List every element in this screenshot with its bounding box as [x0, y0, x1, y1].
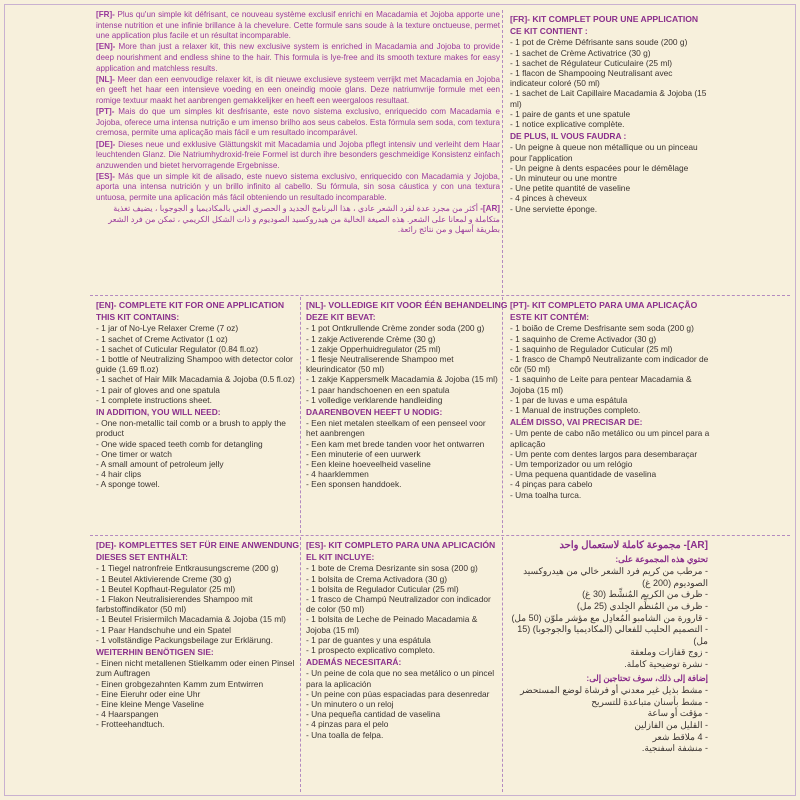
- kit-en-need-title: IN ADDITION, YOU WILL NEED:: [96, 407, 221, 418]
- list-item: - Um pente de cabo não metálico ou um pincel para a aplicação: [510, 428, 710, 449]
- list-item: - 1 saquinho de Regulador Cuticular (25 ml): [510, 343, 673, 354]
- list-item: - Een minuterie of een uurwerk: [306, 448, 421, 459]
- list-item: - 1 bottle of Neutralizing Shampoo with detector color guide (1.69 fl.oz): [96, 354, 293, 375]
- list-item: - 4 pinces à cheveux: [510, 193, 587, 204]
- list-item: - قارورة من الشامبو المُعادِل مع مؤشر ملوّن (50 مل): [511, 612, 708, 623]
- list-item: - Un peine de cola que no sea metálico o un pincel para la aplicación: [306, 668, 495, 689]
- list-item: - زوج قفازات وملعقة: [630, 647, 708, 658]
- list-item: - One non-metallic tail comb or a brush to apply the product: [96, 418, 286, 439]
- list-item: - 1 par de luvas e uma espátula: [510, 394, 628, 405]
- list-item: - A small amount of petroleum jelly: [96, 459, 224, 470]
- list-item: - 1 frasco de Champô Neutralizante com indicador de côr (50 ml): [510, 354, 709, 375]
- kit-nl-contents-title: DEZE KIT BEVAT:: [306, 312, 376, 323]
- list-item: - مرطب من كريم فرد الشعر خالي من هيدروكسيد الصوديوم (200 غ): [523, 566, 708, 588]
- list-item: - 1 Paar Handschuhe und ein Spatel: [96, 624, 232, 635]
- list-item: - 1 Beutel Aktivierende Creme (30 g): [96, 573, 232, 584]
- list-item: - 1 pair of gloves and one spatula: [96, 384, 220, 395]
- list-item: - 4 hair clips: [96, 469, 142, 480]
- list-item: - Eine kleine Menge Vaseline: [96, 699, 204, 710]
- kit-pt: [510, 300, 710, 500]
- list-item: - Un peine con púas espaciadas para desenredar: [306, 688, 490, 699]
- list-item: - Un minutero o un reloj: [306, 699, 394, 710]
- intro-es: [ES]- Más que un simple kit de alisado, este nuevo sistema exclusivo, enriquecido con Macadamia y Jojoba, aporta una intensa nutrición y un brillo infinito al cabello. Su fórmula, sin sosa cáustica y con una textura untuosa, permite una aplicación más fácil obteniendo un resultado incomparable.: [96, 171, 501, 203]
- list-item: - نشرة توضيحية كاملة.: [624, 658, 708, 669]
- kit-nl-need-title: DAARENBOVEN HEEFT U NODIG:: [306, 407, 443, 418]
- intro-text: [96, 10, 500, 237]
- kit-ar: [508, 540, 708, 755]
- kit-ar-need-list: [508, 685, 708, 755]
- list-item: - مؤقت أو ساعة: [647, 708, 708, 719]
- kit-fr-contents-title: CE KIT CONTIENT :: [510, 26, 588, 37]
- divider: [90, 535, 790, 536]
- kit-en: [96, 300, 296, 490]
- kit-en-heading: [EN]- COMPLETE KIT FOR ONE APPLICATION: [96, 300, 285, 310]
- kit-de-heading: [DE]- KOMPLETTES SET FÜR EINE ANWENDUNG: [96, 540, 300, 550]
- list-item: - 1 pot de Crème Défrisante sans soude (200 g): [510, 37, 688, 48]
- kit-ar-contents-list: [508, 566, 708, 670]
- kit-es-need-title: ADEMÁS NECESITARÁ:: [306, 657, 402, 668]
- list-item: - 1 bote de Crema Desrizante sin sosa (200 g): [306, 563, 478, 574]
- list-item: - 1 notice explicative complète.: [510, 119, 625, 130]
- list-item: - Frotteehandtuch.: [96, 719, 165, 730]
- kit-nl-need-list: [306, 418, 498, 489]
- list-item: - مشط بذيل غير معدني أو فرشاة لوضع المستحضر: [520, 685, 708, 696]
- list-item: - 4 haarklemmen: [306, 469, 369, 480]
- list-item: - 1 paar handschoenen en een spatula: [306, 384, 450, 395]
- list-item: - 1 bolsita de Crema Activadora (30 g): [306, 573, 448, 584]
- list-item: - 1 bolsita de Regulador Cuticular (25 ml): [306, 583, 459, 594]
- list-item: - 4 ملاقط شعر: [652, 731, 708, 742]
- list-item: - Une serviette éponge.: [510, 203, 598, 214]
- kit-pt-contents-list: [510, 323, 710, 415]
- list-item: - Una pequeña cantidad de vaselina: [306, 709, 441, 720]
- kit-pt-heading: [PT]- KIT COMPLETO PARA UMA APLICAÇÃO: [510, 300, 698, 310]
- kit-de-contents-list: [96, 563, 296, 645]
- list-item: - 1 sachet de Lait Capillaire Macadamia & Jojoba (15 ml): [510, 88, 707, 109]
- intro-de: [DE]- Dieses neue und exklusive Glättungskit mit Macadamia und Jojoba pflegt intensiv und verleiht dem Haar leuchtenden Glanz. Die Natriumhydroxid-freie Formel ist durch ihre besonders geschmeidige Konsistenz einfach anzuwenden und bietet hervorragende Ergebnisse.: [96, 139, 500, 170]
- list-item: - 1 zakje Kappersmelk Macadamia & Jojoba (15 ml): [306, 374, 498, 385]
- list-item: - 1 boião de Creme Desfrisante sem soda (200 g): [510, 323, 694, 334]
- kit-en-contents-title: THIS KIT CONTAINS:: [96, 312, 180, 323]
- list-item: - 1 saquinho de Leite para pentear Macadamia & Jojoba (15 ml): [510, 374, 692, 395]
- list-item: - Een kleine hoeveelheid vaseline: [306, 459, 431, 470]
- list-item: - 1 par de guantes y una espátula: [306, 634, 431, 645]
- list-item: - 1 prospecto explicativo completo.: [306, 645, 435, 656]
- list-item: - Een niet metalen steelkam of een penseel voor het aanbrengen: [306, 418, 486, 439]
- kit-fr-heading: [FR]- KIT COMPLET POUR UNE APPLICATION: [510, 14, 699, 24]
- kit-es-contents-list: [306, 563, 498, 655]
- kit-fr-contents-list: [510, 37, 710, 129]
- kit-en-contents-list: [96, 323, 296, 405]
- list-item: - مشط بأسنان متباعدة للتسريح: [591, 696, 708, 707]
- list-item: - Una toalla de felpa.: [306, 729, 384, 740]
- kit-de-need-title: WEITERHIN BENÖTIGEN SIE:: [96, 647, 214, 658]
- kit-es: [306, 540, 498, 740]
- list-item: - التصميم الحليب للفعالي (المكاديميا والجوجوبا) (15 مل): [517, 624, 708, 646]
- list-item: - Uma toalha turca.: [510, 489, 582, 500]
- list-item: - 1 Beutel Frisiermilch Macadamia & Jojoba (15 ml): [96, 614, 286, 625]
- list-item: - 1 zakje Activerende Crème (30 g): [306, 333, 436, 344]
- list-item: - A sponge towel.: [96, 479, 160, 490]
- list-item: - 1 saquinho de Creme Activador (30 g): [510, 333, 657, 344]
- list-item: - Une petite quantité de vaseline: [510, 183, 631, 194]
- list-item: - 1 Tiegel natronfreie Entkrausungscreme (200 g): [96, 563, 279, 574]
- kit-en-need-list: [96, 418, 296, 489]
- list-item: - 1 Manual de instruções completo.: [510, 405, 641, 416]
- intro-nl: [NL]- Meer dan een eenvoudige relaxer kit, is dit nieuwe exclusieve systeem verrijkt met Macadamia en Jojoba en geeft het haar een intensieve voeding en een oneindig mooie glans. Deze natriumvrije formule met een romige textuur maakt het aanbrengen gemakkelijker en heeft een weergaloos resultaat.: [96, 74, 500, 105]
- kit-pt-contents-title: ESTE KIT CONTÉM:: [510, 312, 590, 323]
- intro-fr: [FR]- Plus qu'un simple kit défrisant, ce nouveau système exclusif enrichi en Macadamia et Jojoba apporte une intense nutrition et une infinie brillance à la chevelure. Cette formule sans soude à la texture onctueuse, permet une application plus facile et un résultat incomparable.: [96, 10, 501, 41]
- kit-pt-need-list: [510, 428, 710, 499]
- kit-es-need-list: [306, 668, 498, 739]
- list-item: - Um temporizador ou um relógio: [510, 459, 633, 470]
- list-item: - Einen nicht metallenen Stielkamm oder einen Pinsel zum Auftragen: [96, 658, 295, 679]
- list-item: - Eine Eieruhr oder eine Uhr: [96, 688, 201, 699]
- divider: [502, 10, 503, 293]
- kit-ar-contents-title: تحتوي هذه المجموعة على:: [615, 553, 708, 564]
- list-item: - القليل من الفازلين: [634, 719, 708, 730]
- kit-de-need-list: [96, 658, 296, 729]
- list-item: - 1 sachet of Cuticular Regulator (0.84 fl.oz): [96, 343, 258, 354]
- kit-nl-contents-list: [306, 323, 498, 405]
- intro-en: [EN]- More than just a relaxer kit, this new exclusive system is enriched in Macadamia and Jojoba to provide deep nourishment and endless shine to the hair. This formula is lye-free and its smooth texture makes for easy application and matchless results.: [96, 42, 500, 73]
- list-item: - 1 paire de gants et une spatule: [510, 108, 631, 119]
- list-item: - ظرف من الكريم المُنشِّط (30 غ): [582, 589, 708, 600]
- list-item: - Einen grobgezahnten Kamm zum Entwirren: [96, 678, 264, 689]
- list-item: - 1 zakje Opperhuidregulator (25 ml): [306, 343, 441, 354]
- list-item: - One wide spaced teeth comb for detangling: [96, 438, 263, 449]
- kit-fr: [510, 14, 710, 214]
- list-item: - 1 sachet de Régulateur Cuticulaire (25 ml): [510, 57, 672, 68]
- list-item: - ظرف من المُنظِّم الجِلدي (25 مل): [576, 600, 708, 611]
- list-item: - 1 volledige verklarende handleiding: [306, 394, 443, 405]
- kit-fr-need-title: DE PLUS, IL VOUS FAUDRA :: [510, 131, 627, 142]
- list-item: - One timer or watch: [96, 448, 172, 459]
- list-item: - Un minuteur ou une montre: [510, 173, 618, 184]
- intro-ar: [AR]- أكثر من مجرد عدة لفرد الشعر عادي ، هذا البرنامج الجديد و الحصري الغني بالمكاديميا و الجوجوبا ، يضيف تغذية متكاملة و لمعانا على الشعر. هذه الصيغة الخالية من هيدروكسيد الصوديوم و ذات الشكل الكريمي ، تمكن من فرد الشعر بطريقة أسهل و من نتائج رائعة.: [108, 204, 500, 235]
- kit-de-contents-title: DIESES SET ENTHÄLT:: [96, 552, 188, 563]
- list-item: - 1 Beutel Kopfhaut-Regulator (25 ml): [96, 583, 236, 594]
- list-item: - 4 pinzas para el pelo: [306, 719, 389, 730]
- list-item: - Um pente com dentes largos para desembaraçar: [510, 448, 698, 459]
- list-item: - 1 frasco de Champú Neutralizador con indicador de color (50 ml): [306, 594, 491, 615]
- kit-ar-heading: [AR]- مجموعة كاملة لاستعمال واحد: [559, 540, 708, 551]
- kit-nl-heading: [NL]- VOLLEDIGE KIT VOOR ÉÉN BEHANDELING: [306, 300, 508, 310]
- divider: [300, 537, 301, 792]
- list-item: - 1 Flakon Neutralisierendes Shampoo mit farbstoffindikator (50 ml): [96, 594, 253, 615]
- list-item: - 1 flesje Neutraliserende Shampoo met kleurindicator (50 ml): [306, 354, 454, 375]
- divider: [300, 297, 301, 533]
- list-item: - Een sponsen handdoek.: [306, 479, 402, 490]
- list-item: - 1 jar of No-Lye Relaxer Creme (7 oz): [96, 323, 239, 334]
- intro-pt: [PT]- Mais do que um simples kit desfrisante, este novo sistema exclusivo, enriquecido com Macadamia e Jojoba, oferece uma intensa nutrição e um imenso brilho aos seus cabelos. Esta fórmula sem soda, com textura cremosa, permite uma aplicação mais fácil e um resultado incomparável.: [96, 107, 501, 138]
- list-item: - 1 vollständige Packungsbeilage zur Erklärung.: [96, 634, 273, 645]
- kit-de: [96, 540, 300, 730]
- list-item: - 1 flacon de Shampooing Neutralisant avec indicateur coloré (50 ml): [510, 68, 673, 89]
- list-item: - Un peigne à queue non métallique ou un pinceau pour l'application: [510, 142, 698, 163]
- list-item: - 1 pot Ontkrullende Crème zonder soda (200 g): [306, 323, 485, 334]
- list-item: - 1 sachet de Crème Activatrice (30 g): [510, 47, 651, 58]
- divider: [502, 297, 503, 533]
- list-item: - Uma pequena quantidade de vaselina: [510, 469, 657, 480]
- list-item: - Un peigne à dents espacées pour le démêlage: [510, 162, 689, 173]
- divider: [502, 537, 503, 792]
- kit-fr-need-list: [510, 142, 710, 213]
- list-item: - 1 sachet of Creme Activator (1 oz): [96, 333, 228, 344]
- list-item: - 4 Haarspangen: [96, 709, 159, 720]
- kit-ar-need-title: إضافة إلى ذلك، سوف تحتاجين إلى:: [586, 672, 708, 683]
- list-item: - Een kam met brede tanden voor het ontwarren: [306, 438, 485, 449]
- list-item: - 1 bolsita de Leche de Peinado Macadamia & Jojoba (15 ml): [306, 614, 478, 635]
- divider: [90, 295, 790, 296]
- kit-es-contents-title: EL KIT INCLUYE:: [306, 552, 375, 563]
- list-item: - 4 pinças para cabelo: [510, 479, 593, 490]
- kit-pt-need-title: ALÉM DISSO, VAI PRECISAR DE:: [510, 417, 643, 428]
- kit-nl: [306, 300, 508, 490]
- kit-es-heading: [ES]- KIT COMPLETO PARA UNA APLICACIÓN: [306, 540, 496, 550]
- list-item: - 1 sachet of Hair Milk Macadamia & Jojoba (0.5 fl.oz): [96, 374, 295, 385]
- list-item: - منشفة اسفنجية.: [641, 743, 708, 754]
- list-item: - 1 complete instructions sheet.: [96, 394, 212, 405]
